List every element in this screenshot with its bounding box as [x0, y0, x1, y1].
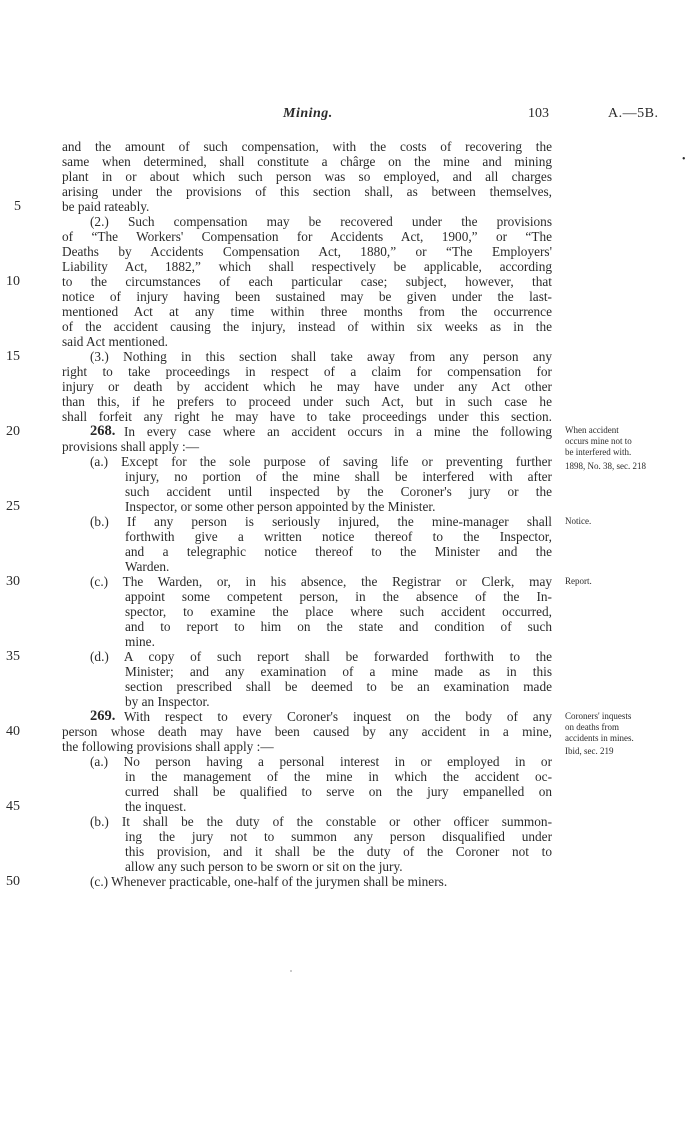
line-number: 45 [6, 799, 20, 814]
section-number-269: 269. [90, 708, 116, 724]
line-number: 10 [6, 274, 20, 289]
text-line: than this, if he prefers to proceed under such Act, but in such case he [62, 394, 552, 409]
text-line: and the amount of such compensation, with the costs of recovering the [62, 139, 552, 154]
text-line: arising under the provisions of this section shall, as between themselves, [62, 184, 552, 199]
line-number: 30 [6, 574, 20, 589]
text-line: same when determined, shall constitute a chârge on the mine and mining [62, 154, 552, 169]
margin-note: accidents in mines. [565, 733, 634, 743]
text-line: notice of injury having been sustained may be given under the last- [62, 289, 552, 304]
margin-note: occurs mine not to [565, 436, 632, 446]
text-line: the inquest. [125, 799, 187, 814]
margin-note: Coroners' inquests [565, 711, 632, 721]
text-line: to the circumstances of each particular case; subject, however, that [62, 274, 552, 289]
text-line: injury, no portion of the mine shall be interfered with after [125, 469, 552, 484]
text-line: Inspector, or some other person appointed by the Minister. [125, 499, 436, 514]
margin-note: on deaths from [565, 722, 619, 732]
text-line: and to report to him on the state and condition of such [125, 619, 552, 634]
text-line: (c.) The Warden, or, in his absence, the Registrar or Clerk, may [90, 574, 552, 589]
text-line: (a.) No person having a personal interest in or employed in or [90, 754, 552, 769]
text-line: Deaths by Accidents Compensation Act, 1880,” or “The Employers' [62, 244, 552, 259]
margin-mark: • [682, 154, 686, 165]
section-number-268: 268. [90, 423, 116, 439]
line-number: 20 [6, 424, 20, 439]
text-line: shall forfeit any right he may have to take proceedings under this section. [62, 409, 552, 424]
paper-speck [290, 970, 292, 972]
text-line: of the accident causing the injury, instead of within six weeks as in the [62, 319, 552, 334]
text-line: Liability Act, 1882,” which shall respectively be applicable, according [62, 259, 552, 274]
text-line: ing the jury not to summon any person disqualified under [125, 829, 552, 844]
text-line: allow any such person to be sworn or sit on the jury. [125, 859, 403, 874]
page-number: 103 [528, 106, 549, 121]
text-line: such accident until inspected by the Coroner's jury or the [125, 484, 552, 499]
text-line: (3.) Nothing in this section shall take away from any person any [90, 349, 552, 364]
text-line: In every case where an accident occurs in a mine the following [124, 424, 552, 439]
line-number: 35 [6, 649, 20, 664]
text-line: in the management of the mine in which the accident oc- [125, 769, 552, 784]
text-line: With respect to every Coroner's inquest on the body of any [124, 709, 552, 724]
text-line: provisions shall apply :— [62, 439, 200, 454]
text-line: (2.) Such compensation may be recovered under the provisions [90, 214, 552, 229]
text-line: and a telegraphic notice thereof to the Minister and the [125, 544, 552, 559]
line-number: 15 [6, 349, 20, 364]
margin-note: Notice. [565, 516, 592, 526]
margin-note: 1898, No. 38, sec. 218 [565, 461, 646, 471]
text-line: injury or death by accident which he may have under any Act other [62, 379, 552, 394]
running-title: Mining. [283, 106, 333, 121]
text-line: spector, to examine the place where such accident occurred, [125, 604, 552, 619]
margin-note: Report. [565, 576, 592, 586]
text-line: forthwith give a written notice thereof to the Inspector, [125, 529, 552, 544]
text-line: curred shall be qualified to serve on the jury empanelled on [125, 784, 552, 799]
text-line: mine. [125, 634, 155, 649]
text-line: (c.) Whenever practicable, one-half of the jurymen shall be miners. [90, 874, 448, 889]
text-line: this provision, and it shall be the duty of the Coroner not to [125, 844, 552, 859]
text-line: (b.) If any person is seriously injured, the mine-manager shall [90, 514, 552, 529]
line-number: 5 [14, 199, 21, 214]
line-number: 40 [6, 724, 20, 739]
text-line: the following provisions shall apply :— [62, 739, 274, 754]
text-line: Warden. [125, 559, 170, 574]
text-line: said Act mentioned. [62, 334, 168, 349]
line-number: 50 [6, 874, 20, 889]
margin-note: be interfered with. [565, 447, 632, 457]
text-line: mentioned Act at any time within three months from the occurrence [62, 304, 552, 319]
text-line: of “The Workers' Compensation for Accidents Act, 1900,” or “The [62, 229, 552, 244]
line-number: 25 [6, 499, 20, 514]
text-line: (a.) Except for the sole purpose of saving life or preventing further [90, 454, 552, 469]
text-line: (b.) It shall be the duty of the constable or other officer summon- [90, 814, 552, 829]
text-line: right to take proceedings in respect of a claim for compensation for [62, 364, 552, 379]
text-line: Minister; and any examination of a mine made as in this [125, 664, 552, 679]
text-line: be paid rateably. [62, 199, 150, 214]
text-line: plant in or about which such person was so employed, and all charges [62, 169, 552, 184]
margin-note: When accident [565, 425, 619, 435]
text-line: by an Inspector. [125, 694, 210, 709]
text-line: section prescribed shall be deemed to be an examination made [125, 679, 552, 694]
margin-note: Ibid, sec. 219 [565, 746, 614, 756]
text-line: (d.) A copy of such report shall be forwarded forthwith to the [90, 649, 552, 664]
document-reference: A.—5B. [608, 106, 659, 121]
text-line: appoint some competent person, in the absence of the In- [125, 589, 552, 604]
text-line: person whose death may have been caused by any accident in a mine, [62, 724, 552, 739]
